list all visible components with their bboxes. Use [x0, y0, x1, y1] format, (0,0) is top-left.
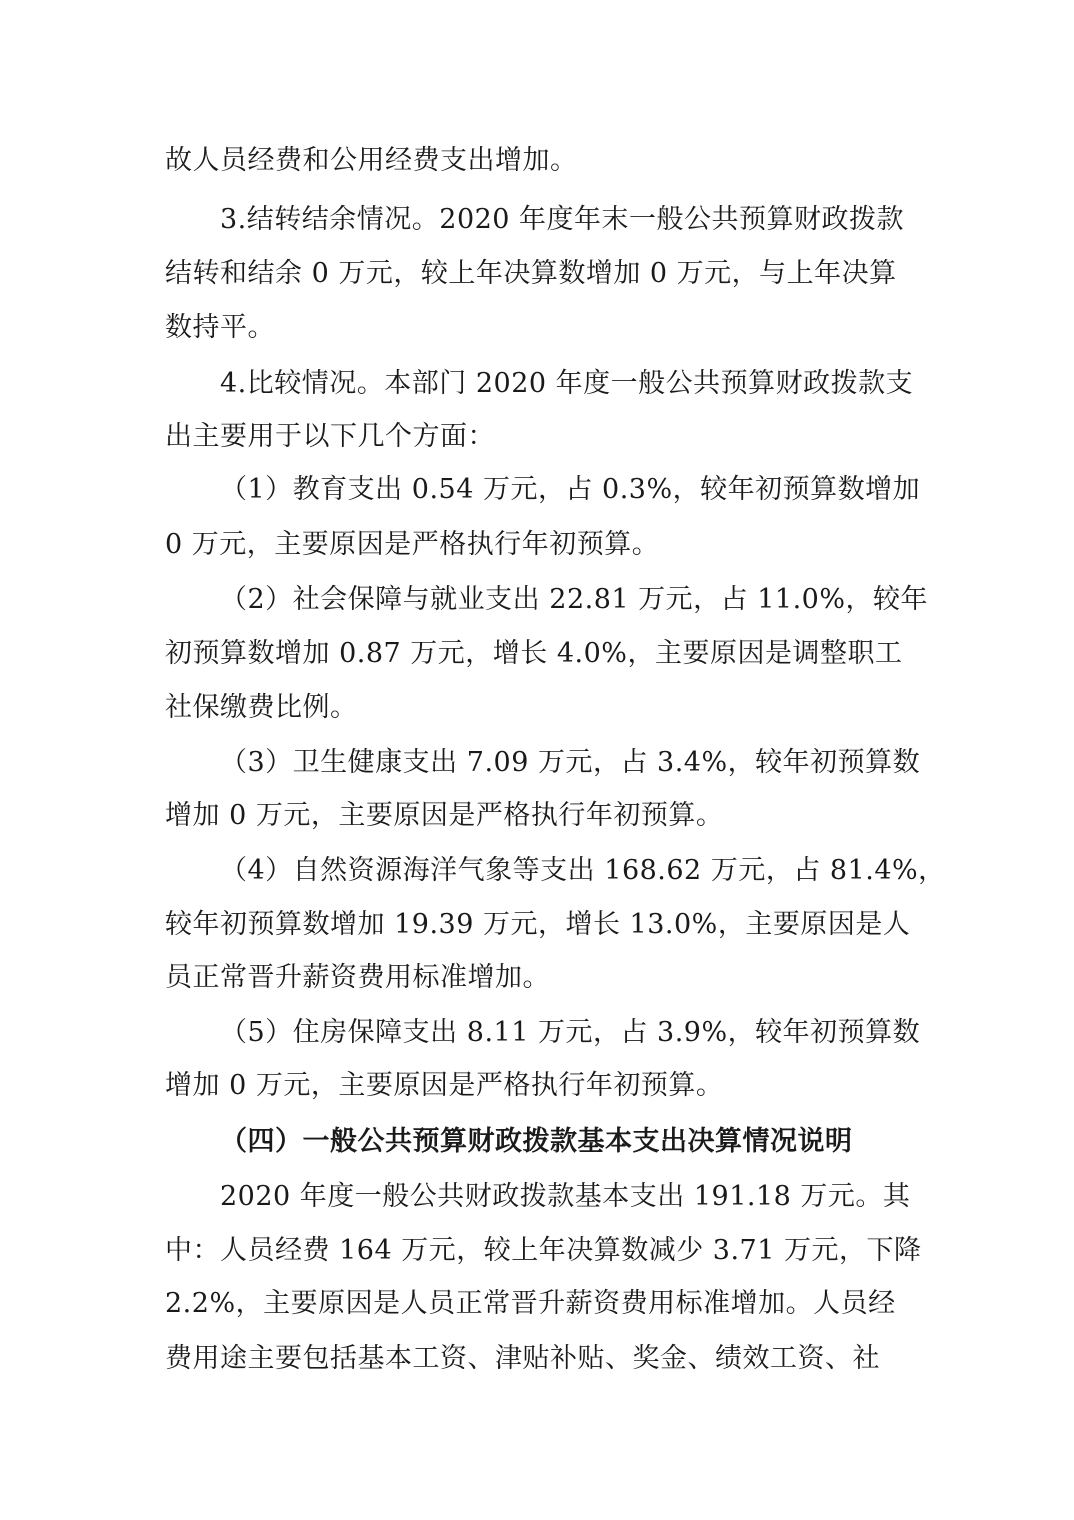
text-line: 费用途主要包括基本工资、津贴补贴、奖金、绩效工资、社 — [165, 1343, 880, 1374]
text-line: 中：人员经费 164 万元，较上年决算数减少 3.71 万元，下降 — [165, 1235, 922, 1266]
text-line: 4.比较情况。本部门 2020 年度一般公共预算财政拨款支 — [220, 368, 914, 399]
text-line: 出主要用于以下几个方面： — [165, 421, 495, 452]
section-heading: （四）一般公共预算财政拨款基本支出决算情况说明 — [220, 1126, 853, 1157]
text-line: （2）社会保障与就业支出 22.81 万元，占 11.0%，较年 — [220, 584, 928, 615]
text-line: 增加 0 万元，主要原因是严格执行年初预算。 — [165, 1070, 724, 1101]
text-line: 故人员经费和公用经费支出增加。 — [165, 145, 578, 176]
text-line: 0 万元，主要原因是严格执行年初预算。 — [165, 529, 660, 560]
text-line: 结转和结余 0 万元，较上年决算数增加 0 万元，与上年决算 — [165, 258, 897, 289]
text-line: 较年初预算数增加 19.39 万元，增长 13.0%，主要原因是人 — [165, 909, 911, 940]
text-line: （1）教育支出 0.54 万元，占 0.3%，较年初预算数增加 — [220, 474, 921, 505]
text-line: 社保缴费比例。 — [165, 692, 358, 723]
text-line: 初预算数增加 0.87 万元，增长 4.0%，主要原因是调整职工 — [165, 638, 903, 669]
text-line: （5）住房保障支出 8.11 万元，占 3.9%，较年初预算数 — [220, 1017, 921, 1048]
text-line: 3.结转结余情况。2020 年度年末一般公共预算财政拨款 — [220, 204, 905, 235]
text-line: 增加 0 万元，主要原因是严格执行年初预算。 — [165, 800, 724, 831]
text-line: （3）卫生健康支出 7.09 万元，占 3.4%，较年初预算数 — [220, 747, 921, 778]
text-line: （4）自然资源海洋气象等支出 168.62 万元，占 81.4%， — [220, 855, 946, 886]
text-line: 数持平。 — [165, 312, 275, 343]
text-line: 员正常晋升薪资费用标准增加。 — [165, 962, 550, 993]
text-line: 2.2%，主要原因是人员正常晋升薪资费用标准增加。人员经 — [165, 1288, 896, 1319]
text-line: 2020 年度一般公共财政拨款基本支出 191.18 万元。其 — [220, 1181, 911, 1212]
